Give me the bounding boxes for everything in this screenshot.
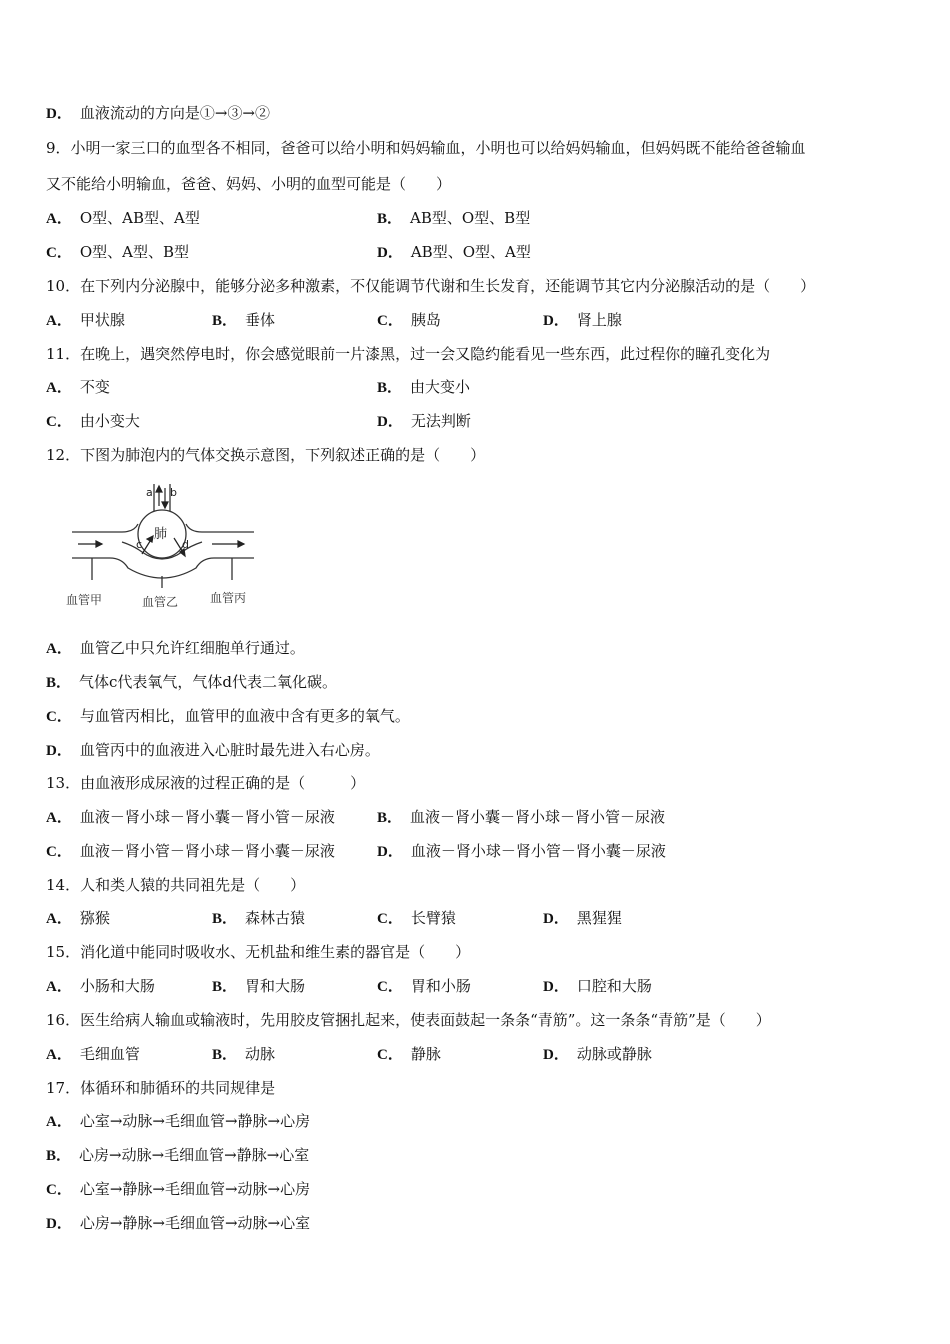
option-letter: A． [46, 211, 72, 227]
q13-option-a [46, 807, 335, 828]
q13-option-c [46, 841, 335, 862]
q12-option-a [46, 638, 305, 659]
option-text: 甲状腺 [79, 311, 125, 329]
option-text: 胰岛 [410, 311, 441, 329]
option-letter: C． [377, 1047, 403, 1063]
q16-option-a [46, 1044, 140, 1065]
q11-option-a [46, 377, 110, 398]
q16-stem: 16．医生给病人输血或输液时，先用胶皮管捆扎起来，使表面鼓起一条条“青筋”。这一条条“青筋”是（ ） [46, 1011, 771, 1029]
q12-option-b [46, 672, 337, 693]
option-letter: B． [212, 1047, 238, 1063]
option-letter: A． [46, 810, 72, 826]
q13-option-d [377, 841, 666, 862]
arrowhead-b [162, 502, 168, 508]
option-letter: C． [377, 313, 403, 329]
q12-option-c [46, 706, 410, 727]
q9-stem-line2: 又不能给小明输血，爸爸、妈妈、小明的血型可能是（ ） [46, 175, 452, 193]
q17-option-c [46, 1179, 310, 1200]
option-letter: C． [377, 911, 403, 927]
option-text: 毛细血管 [79, 1045, 140, 1063]
option-text: 胃和大肠 [245, 977, 306, 995]
option-letter: B． [46, 1148, 72, 1164]
option-text: 血液－肾小球－肾小囊－肾小管－尿液 [79, 808, 335, 826]
option-letter: C． [46, 414, 72, 430]
option-text: O型、AB型、A型 [79, 209, 200, 227]
q8-option-d [46, 103, 270, 124]
q15-option-d [543, 976, 652, 997]
option-text: 黑猩猩 [576, 909, 622, 927]
q9-option-a [46, 208, 200, 229]
alveolus-gas-exchange-diagram [62, 476, 262, 612]
option-letter: A． [46, 641, 72, 657]
option-letter: C． [46, 1182, 72, 1198]
option-letter: D． [46, 106, 72, 122]
option-letter: A． [46, 313, 72, 329]
q16-option-c [377, 1044, 441, 1065]
option-letter: D． [377, 414, 403, 430]
option-text: 肾上腺 [576, 311, 622, 329]
option-letter: B． [212, 979, 238, 995]
option-letter: B． [46, 675, 72, 691]
q15-option-a [46, 976, 155, 997]
alveolus-label: 肺 [154, 527, 168, 542]
q13-stem: 13．由血液形成尿液的过程正确的是（ ） [46, 774, 366, 792]
q14-option-c [377, 908, 456, 929]
vessel-label-2: 血管乙 [142, 595, 179, 609]
option-text: 血管乙中只允许红细胞单行通过。 [79, 639, 305, 657]
option-text: AB型、O型、A型 [410, 243, 531, 261]
option-text: 静脉 [410, 1045, 441, 1063]
option-text: 心房→静脉→毛细血管→动脉→心室 [79, 1214, 311, 1232]
option-letter: A． [46, 1047, 72, 1063]
capillary-inner-wall [122, 542, 202, 559]
option-text: 心室→动脉→毛细血管→静脉→心房 [79, 1112, 311, 1130]
q13-option-b [377, 807, 665, 828]
option-letter: C． [46, 709, 72, 725]
option-text: 血管丙中的血液进入心脏时最先进入右心房。 [79, 741, 380, 759]
q15-option-b [212, 976, 305, 997]
q16-option-d [543, 1044, 652, 1065]
vessel-label-3: 血管丙 [210, 591, 247, 605]
option-text: 血液流动的方向是①→③→② [79, 104, 270, 122]
alveolar-duct [154, 484, 170, 511]
q14-option-a [46, 908, 110, 929]
option-text: 气体c代表氧气，气体d代表二氧化碳。 [79, 673, 338, 691]
q17-option-a [46, 1111, 310, 1132]
q12-option-d [46, 740, 380, 761]
option-letter: B． [212, 313, 238, 329]
option-letter: D． [46, 743, 72, 759]
q17-option-d [46, 1213, 310, 1234]
option-letter: A． [46, 911, 72, 927]
option-letter: C． [46, 844, 72, 860]
vessel-lower-wall [72, 558, 254, 578]
q10-option-b [212, 310, 275, 331]
option-letter: D． [543, 911, 569, 927]
option-text: 猕猴 [79, 909, 110, 927]
option-text: 垂体 [245, 311, 276, 329]
q10-stem: 10．在下列内分泌腺中，能够分泌多种激素，不仅能调节代谢和生长发育，还能调节其它内分泌腺活动的是（ ） [46, 277, 816, 295]
q16-option-b [212, 1044, 275, 1065]
q17-option-b [46, 1145, 309, 1166]
option-text: 小肠和大肠 [79, 977, 155, 995]
q9-option-b [377, 208, 530, 229]
label-c: c [136, 538, 143, 551]
label-a: a [146, 486, 153, 499]
q11-option-c [46, 411, 140, 432]
flow-arrowhead-right [238, 541, 244, 547]
q11-option-b [377, 377, 470, 398]
option-letter: D． [46, 1216, 72, 1232]
option-text: 心房→动脉→毛细血管→静脉→心室 [79, 1146, 310, 1164]
option-letter: D． [377, 844, 403, 860]
flow-arrowhead-left [96, 541, 102, 547]
q9-option-c [46, 242, 189, 263]
option-text: 与血管丙相比，血管甲的血液中含有更多的氧气。 [79, 707, 410, 725]
option-text: 血液－肾小囊－肾小球－肾小管－尿液 [410, 808, 666, 826]
q17-stem: 17．体循环和肺循环的共同规律是 [46, 1079, 276, 1097]
option-text: 口腔和大肠 [576, 977, 652, 995]
option-text: 胃和小肠 [410, 977, 471, 995]
option-letter: C． [377, 979, 403, 995]
option-letter: D． [543, 313, 569, 329]
arrowhead-c [147, 536, 153, 542]
option-text: 不变 [79, 378, 110, 396]
q10-option-d [543, 310, 622, 331]
q11-stem: 11．在晚上，遇突然停电时，你会感觉眼前一片漆黑，过一会又隐约能看见一些东西，此过程你的瞳孔变化为 [46, 345, 771, 363]
option-letter: C． [46, 245, 72, 261]
option-letter: B． [377, 810, 403, 826]
label-d: d [182, 538, 189, 551]
option-text: 森林古猿 [245, 909, 306, 927]
q14-stem: 14．人和类人猿的共同祖先是（ ） [46, 876, 306, 894]
q11-option-d [377, 411, 471, 432]
option-letter: D． [377, 245, 403, 261]
option-text: 血液－肾小球－肾小管－肾小囊－尿液 [410, 842, 666, 860]
option-text: 心室→静脉→毛细血管→动脉→心房 [79, 1180, 311, 1198]
option-text: 由大变小 [410, 378, 471, 396]
option-letter: A． [46, 380, 72, 396]
arrowhead-a [156, 486, 162, 492]
option-letter: D． [543, 1047, 569, 1063]
vessel-label-1: 血管甲 [66, 593, 103, 607]
option-letter: A． [46, 979, 72, 995]
option-letter: A． [46, 1114, 72, 1130]
option-text: 由小变大 [79, 412, 140, 430]
q15-option-c [377, 976, 471, 997]
q9-option-d [377, 242, 531, 263]
option-letter: B． [212, 911, 238, 927]
option-text: 动脉或静脉 [576, 1045, 652, 1063]
option-text: O型、A型、B型 [79, 243, 189, 261]
q10-option-a [46, 310, 125, 331]
q10-option-c [377, 310, 441, 331]
q12-stem: 12．下图为肺泡内的气体交换示意图，下列叙述正确的是（ ） [46, 446, 486, 464]
label-b: b [170, 486, 177, 499]
q9-stem-line1: 9．小明一家三口的血型各不相同，爸爸可以给小明和妈妈输血，小明也可以给妈妈输血，但妈妈既不能给爸爸输血 [46, 139, 806, 157]
option-text: 长臂猿 [410, 909, 456, 927]
q14-option-d [543, 908, 622, 929]
option-letter: B． [377, 380, 403, 396]
option-letter: B． [377, 211, 403, 227]
option-text: 无法判断 [410, 412, 471, 430]
option-text: 血液－肾小管－肾小球－肾小囊－尿液 [79, 842, 335, 860]
q15-stem: 15．消化道中能同时吸收水、无机盐和维生素的器官是（ ） [46, 943, 471, 961]
option-text: AB型、O型、B型 [410, 209, 531, 227]
option-letter: D． [543, 979, 569, 995]
option-text: 动脉 [245, 1045, 276, 1063]
q14-option-b [212, 908, 305, 929]
